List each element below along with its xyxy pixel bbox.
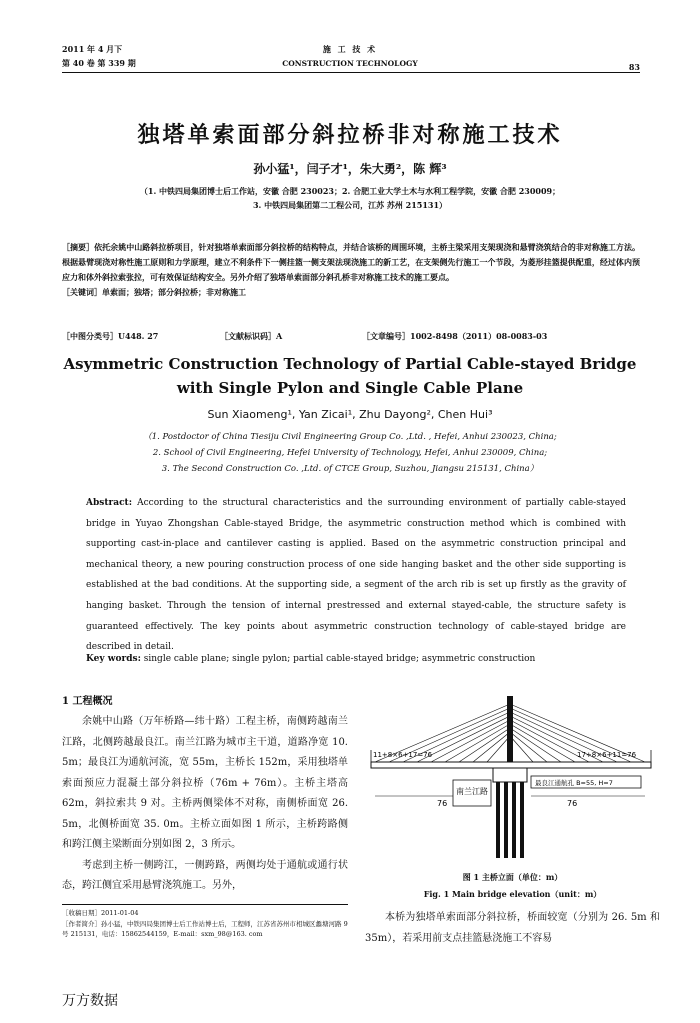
span-left-value: 76 bbox=[437, 799, 448, 808]
document-code: ［文献标识码］A bbox=[220, 331, 283, 341]
header-page: 83 bbox=[628, 62, 640, 72]
figure-caption-en: Fig. 1 Main bridge elevation（unit：m） bbox=[423, 889, 602, 899]
keywords-en bbox=[86, 654, 626, 664]
title-en-line: Asymmetric Construction Technology of Partial Cable-stayed Bridge bbox=[63, 355, 637, 373]
watermark: 万方数据 bbox=[62, 993, 118, 1009]
pier-cap bbox=[493, 768, 527, 782]
pile bbox=[512, 782, 516, 858]
keywords-en-label: Key words: bbox=[86, 654, 141, 664]
affiliation-en-line: （1. Postdoctor of China Tiesiju Civil Engineering Group Co. ,Ltd. , Hefei, Anhui 230023, China; bbox=[143, 432, 557, 442]
pylon bbox=[507, 696, 513, 768]
footnote-rule bbox=[62, 904, 348, 905]
header-journal-cn: 施 工 技 术 bbox=[322, 44, 378, 54]
pile bbox=[504, 782, 508, 858]
authors-cn: 孙小猛¹，闫子才¹，朱大勇²，陈 辉³ bbox=[253, 162, 447, 176]
body-right-column bbox=[365, 908, 660, 949]
title-en-line: with Single Pylon and Single Cable Plane bbox=[176, 379, 524, 397]
footnote bbox=[62, 908, 348, 940]
abstract-en-text: According to the structural characteristics and the surrounding environment of partially cable-stayed bridge in Yuyao Zhongshan Cable-stayed Bridge, the asymmetric construction method which is combined with supporting cast-in-place and cantilever casting is applied. Based on the asymmetric construction principal and mechanical theory, a new pouring construction process of one side hanging basket and the other side supporting is established at the bad conditions. At the supporting side, a segment of the arch rib is set up firstly as the gravity of hanging basket. Through the tension of internal prestressed and external stayed-cable, the structure safety is guaranteed effectively. The key points about asymmetric construction technology of cable-stayed bridge are described in detail. bbox=[86, 498, 626, 653]
figure-caption-cn: 图 1 主桥立面（单位：m） bbox=[462, 872, 563, 882]
clc-code: ［中图分类号］U448. 27 bbox=[62, 331, 159, 341]
river-label: 最良江通航孔 B=55, H=7 bbox=[535, 779, 613, 787]
keywords-cn: ［关键词］单索面；独塔；部分斜拉桥；非对称施工 bbox=[62, 287, 246, 297]
keywords-en-text: single cable plane; single pylon; partial cable-stayed bridge; asymmetric construction bbox=[143, 654, 536, 664]
header-date: 2011 年 4 月下 bbox=[62, 44, 123, 54]
header-journal-en: CONSTRUCTION TECHNOLOGY bbox=[282, 59, 418, 68]
section-heading: 1 工程概况 bbox=[62, 696, 113, 707]
main-girder bbox=[371, 762, 651, 768]
authors-en: Sun Xiaomeng¹, Yan Zicai¹, Zhu Dayong², Chen Hui³ bbox=[207, 408, 493, 421]
abstract-en bbox=[86, 493, 626, 658]
affiliation-en-line: 2. School of Civil Engineering, Hefei University of Technology, Hefei, Anhui 230009, China; bbox=[152, 448, 548, 458]
abstract-cn bbox=[62, 240, 640, 300]
article-meta bbox=[62, 331, 640, 342]
header-rule bbox=[62, 72, 640, 73]
abstract-cn-text: ［摘要］依托余姚中山路斜拉桥项目，针对独塔单索面部分斜拉桥的结构特点，并结合该桥的周围环境，主桥主梁采用支架现浇和悬臂浇筑结合的非对称施工方法。根据悬臂现浇对称性施工原则和力学原理，建立不利条件下一侧挂篮一侧支架法现浇施工的新工艺，在支架侧先行施工一个节段，为菱形挂篮提供配重，经过体内预应力和体外斜拉索张拉，可有效保证结构安全。另外介绍了独塔单索面部分斜孔桥非对称施工技术的施工要点。 bbox=[62, 242, 640, 282]
span-right-value: 76 bbox=[567, 799, 578, 808]
body-left-column bbox=[62, 712, 348, 897]
bridge-elevation-figure bbox=[365, 690, 660, 868]
title-cn: 独塔单索面部分斜拉桥非对称施工技术 bbox=[137, 122, 563, 148]
footnote-received: ［收稿日期］2011-01-04 bbox=[62, 909, 139, 917]
affiliations-en bbox=[0, 429, 700, 477]
affiliation-cn-line: 3. 中铁四局集团第二工程公司，江苏 苏州 215131） bbox=[252, 200, 448, 210]
affiliation-cn-line: （1. 中铁四局集团博士后工作站，安徽 合肥 230023；2. 合肥工业大学土木与水利工程学院，安徽 合肥 230009； bbox=[139, 186, 561, 196]
pile bbox=[496, 782, 500, 858]
footnote-author: ［作者简介］孙小猛，中铁四局集团博士后工作站博士后，工程师，江苏省苏州市相城区蠡塘河路 9 号 215131，电话：15862544159，E-mail：sxm_98@163. com bbox=[62, 919, 348, 938]
road-label: 南兰江路 bbox=[456, 787, 488, 796]
body-paragraph: 余姚中山路（万年桥路—纬十路）工程主桥，南侧跨越南兰江路，北侧跨越最良江。南兰江路为城市主干道，道路净宽 10. 5m；最良江为通航河流，宽 55m，主桥长 152m，采用独塔单索面预应力混凝土部分斜拉桥（76m + 76m）。主桥主塔高 62m，斜拉索共 9 对。主桥两侧梁体不对称，南侧桥面宽 26. 5m，北侧桥面宽 35. 0m。主桥立面如图 1 所示，主桥跨路侧和跨江侧主梁断面分别如图 2，3 所示。 bbox=[62, 716, 348, 850]
affiliation-en-line: 3. The Second Construction Co. ,Ltd. of CTCE Group, Suzhou, Jiangsu 215131, China） bbox=[161, 464, 539, 474]
abstract-en-label: Abstract: bbox=[86, 498, 133, 508]
article-number: ［文章编号］1002-8498（2011）08-0083-03 bbox=[362, 331, 548, 341]
body-paragraph: 本桥为独塔单索面部分斜拉桥，桥面较宽（分别为 26. 5m 和 35m），若采用前支点挂篮悬浇施工不容易 bbox=[365, 912, 660, 944]
body-paragraph: 考虑到主桥一侧跨江，一侧跨路，两侧均处于通航或通行状态，跨江侧宜采用悬臂浇筑施工。另外， bbox=[62, 859, 348, 891]
left-span-label: 11+8×6+17=76 bbox=[373, 751, 433, 759]
right-span-label: 17+8×6+11=76 bbox=[577, 751, 637, 759]
pile bbox=[520, 782, 524, 858]
title-en bbox=[0, 352, 700, 400]
affiliations-cn bbox=[0, 184, 700, 212]
header-volume: 第 40 卷 第 339 期 bbox=[62, 58, 136, 68]
